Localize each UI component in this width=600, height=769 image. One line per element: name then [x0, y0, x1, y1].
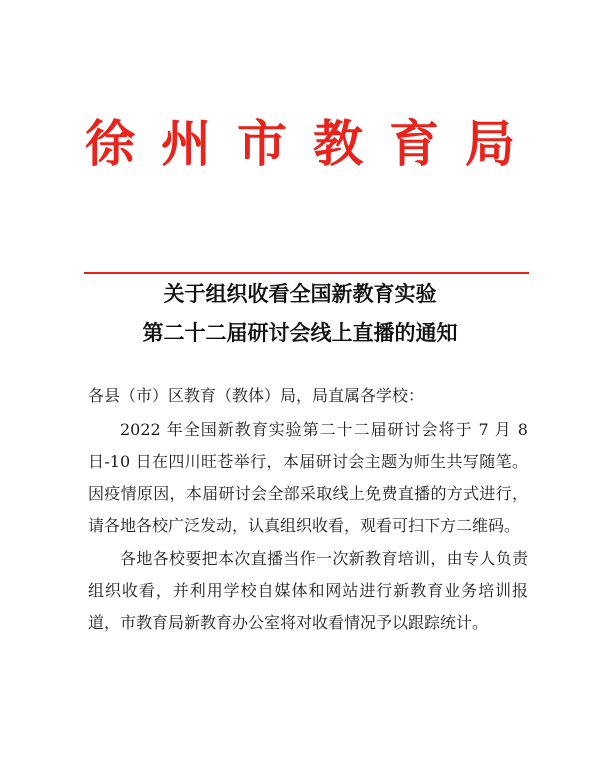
notice-title-line-2: 第二十二届研讨会线上直播的通知	[142, 320, 458, 345]
body-paragraph-2: 各地各校要把本次直播当作一次新教育培训，由专人负责组织收看，并利用学校自媒体和网站进行新教育业务培训报道，市教育局新教育办公室将对收看情况予以跟踪统计。	[88, 549, 528, 632]
body-paragraph-1: 2022 年全国新教育实验第二十二届研讨会将于 7 月 8 日-10 日在四川旺苍举行，本届研讨会主题为师生共写随笔。因疫情原因，本届研讨会全部采取线上免费直播的方式进行，请各地各校广泛发动，认真组织收看，观看可扫下方二维码。	[88, 420, 528, 535]
salutation: 各县（市）区教育（教体）局，局直属各学校：	[88, 386, 425, 405]
letterhead-title: 徐州市教育局	[85, 114, 541, 173]
notice-title-line-1: 关于组织收看全国新教育实验	[163, 281, 437, 306]
red-divider-line	[84, 272, 529, 274]
